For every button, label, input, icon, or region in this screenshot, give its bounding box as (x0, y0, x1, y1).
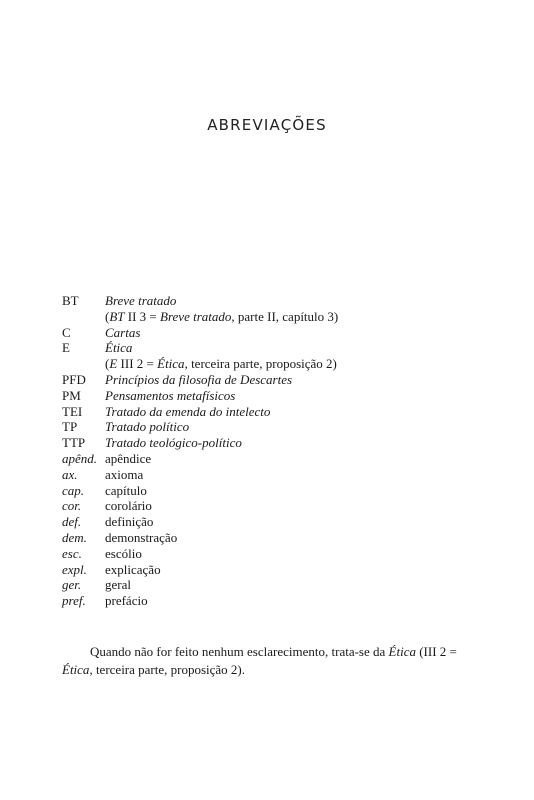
note-segment: Ética (388, 644, 416, 659)
definition-segment: axioma (105, 466, 144, 482)
abbreviation-definition (105, 404, 482, 420)
abbreviation-definition (105, 483, 482, 499)
abbreviation-definition (105, 340, 482, 356)
definition-segment: BT (109, 308, 125, 324)
definition-segment: ( (105, 308, 110, 324)
abbreviation-row (62, 451, 482, 467)
abbreviation-term: C (62, 324, 71, 340)
abbreviation-definition (105, 372, 482, 388)
abbreviation-definition (105, 593, 482, 609)
page-title: ABREVIAÇÕES (207, 116, 327, 134)
abbreviation-row (62, 593, 482, 609)
abbreviation-row (62, 309, 482, 325)
abbreviation-row (62, 356, 482, 372)
abbreviation-row (62, 530, 482, 546)
definition-segment: Cartas (105, 324, 141, 340)
abbreviation-row (62, 404, 482, 420)
note-segment: (III 2 = (415, 644, 457, 659)
abbreviation-term: BT (62, 293, 79, 308)
definition-segment: prefácio (105, 593, 148, 609)
abbreviation-definition (105, 467, 482, 483)
abbreviation-term: pref. (62, 593, 86, 609)
note-segment: Ética (62, 662, 90, 677)
abbreviation-definition (105, 514, 482, 530)
definition-segment: apêndice (105, 450, 152, 466)
abbreviation-definition (105, 546, 482, 562)
abbreviation-term: ger. (62, 577, 82, 593)
abbreviation-row (62, 435, 482, 451)
definition-segment: Tratado teológico-político (105, 435, 242, 451)
abbreviation-row (62, 372, 482, 388)
definition-segment: , parte II, capítulo 3) (231, 308, 339, 324)
abbreviation-term (62, 309, 105, 325)
abbreviation-term: cor. (62, 498, 82, 514)
abbreviation-row (62, 498, 482, 514)
definition-segment: Princípios da filosofia de Descartes (105, 371, 293, 387)
abbreviation-row (62, 419, 482, 435)
explanatory-note (62, 643, 482, 679)
abbreviation-row (62, 483, 482, 499)
definition-segment: definição (105, 514, 154, 530)
abbreviation-row (62, 467, 482, 483)
abbreviation-row (62, 562, 482, 578)
abbreviation-term: E (62, 340, 70, 356)
note-segment: Quando não for feito nenhum esclarecimento, trata-se da (90, 644, 389, 659)
abbreviation-definition (105, 293, 482, 309)
abbreviation-definition (105, 577, 482, 593)
definition-segment: escólio (105, 545, 142, 561)
definition-segment: corolário (105, 498, 152, 514)
abbreviation-term: esc. (62, 545, 82, 561)
abbreviation-row (62, 325, 482, 341)
abbreviation-term: ax. (62, 466, 78, 482)
definition-segment: geral (105, 577, 131, 593)
definition-segment: Ética (157, 356, 185, 372)
definition-segment: III 2 = (117, 356, 158, 372)
abbreviation-term: dem. (62, 529, 87, 545)
definition-segment: capítulo (105, 482, 147, 498)
abbreviation-row (62, 546, 482, 562)
abbreviation-list (62, 293, 482, 609)
abbreviation-definition (105, 530, 482, 546)
abbreviation-term (62, 356, 105, 372)
abbreviation-definition (105, 325, 482, 341)
definition-segment: Breve tratado (105, 293, 177, 308)
abbreviation-row (62, 340, 482, 356)
definition-segment: Ética (105, 340, 133, 356)
abbreviation-term: TTP (62, 435, 86, 451)
abbreviation-definition (105, 435, 482, 451)
abbreviation-term: TP (62, 419, 78, 435)
abbreviation-row (62, 514, 482, 530)
abbreviation-term: expl. (62, 561, 87, 577)
definition-segment: explicação (105, 561, 161, 577)
abbreviation-term: apênd. (62, 450, 98, 466)
abbreviation-definition (105, 419, 482, 435)
abbreviation-definition (105, 562, 482, 578)
abbreviation-term: PM (62, 387, 81, 403)
note-segment: , terceira parte, proposição 2). (89, 662, 245, 677)
abbreviation-definition (105, 356, 482, 372)
abbreviation-term: TEI (62, 403, 83, 419)
definition-segment: II 3 = (124, 308, 161, 324)
definition-segment: Tratado político (105, 419, 190, 435)
abbreviation-definition (105, 309, 482, 325)
abbreviation-definition (105, 388, 482, 404)
definition-segment: demonstração (105, 529, 178, 545)
abbreviation-definition (105, 498, 482, 514)
definition-segment: E (109, 356, 118, 372)
definition-segment: ( (105, 356, 110, 372)
definition-segment: Pensamentos metafísicos (105, 387, 236, 403)
definition-segment: Breve tratado (160, 308, 232, 324)
abbreviation-row (62, 388, 482, 404)
abbreviation-definition (105, 451, 482, 467)
definition-segment: Tratado da emenda do intelecto (105, 403, 271, 419)
definition-segment: , terceira parte, proposição 2) (184, 356, 337, 372)
abbreviation-term: PFD (62, 371, 86, 387)
abbreviation-term: cap. (62, 482, 85, 498)
abbreviation-term: def. (62, 514, 82, 530)
abbreviation-row (62, 577, 482, 593)
abbreviation-row (62, 293, 482, 309)
